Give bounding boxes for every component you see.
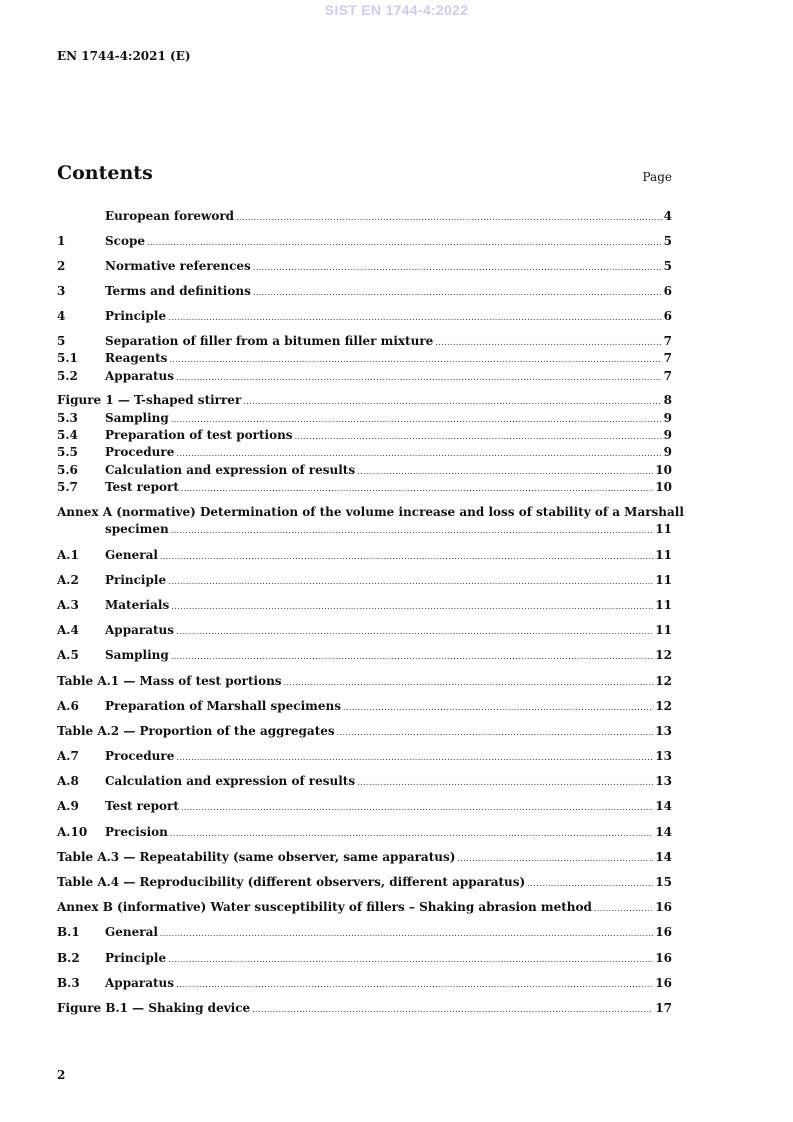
toc-entry[interactable]	[57, 479, 672, 496]
toc-entry[interactable]	[57, 208, 672, 225]
toc-leader-dots	[357, 463, 653, 480]
toc-label: Preparation of test portions	[105, 428, 293, 442]
toc-page: 11	[655, 573, 672, 587]
toc-entry[interactable]	[57, 849, 672, 866]
toc-leader-dots	[176, 749, 653, 766]
toc-label: General	[105, 925, 158, 939]
toc-entry[interactable]	[57, 547, 672, 564]
toc-entry[interactable]	[57, 258, 672, 275]
page-column-label: Page	[642, 170, 672, 184]
toc-number: 5.6	[57, 463, 78, 477]
toc-leader-dots	[457, 850, 653, 867]
toc-leader-dots	[160, 548, 653, 565]
toc-label: Calculation and expression of results	[105, 774, 356, 788]
toc-page: 16	[655, 976, 672, 990]
toc-label: Table A.2 — Proportion of the aggregates	[57, 724, 335, 738]
toc-leader-dots	[170, 825, 653, 842]
toc-number: 4	[57, 309, 66, 323]
toc-label: Preparation of Marshall specimens	[105, 699, 341, 713]
toc-page: 11	[655, 522, 672, 536]
toc-number: B.1	[57, 925, 80, 939]
toc-number: 5.4	[57, 428, 78, 442]
toc-entry[interactable]	[57, 899, 672, 916]
toc-page: 5	[663, 234, 672, 248]
toc-page: 13	[655, 774, 672, 788]
toc-label: Annex B (informative) Water susceptibility of fillers – Shaking abrasion method	[57, 900, 592, 914]
toc-label: Materials	[105, 598, 170, 612]
toc-page: 15	[655, 875, 672, 889]
toc-number: 5.1	[57, 351, 78, 365]
toc-entry[interactable]	[57, 333, 672, 350]
toc-label: Procedure	[105, 445, 175, 459]
toc-label: Sampling	[105, 648, 169, 662]
toc-number: A.3	[57, 598, 79, 612]
toc-leader-dots	[243, 393, 661, 410]
toc-leader-dots	[343, 699, 653, 716]
toc-page: 16	[655, 925, 672, 939]
toc-entry[interactable]	[57, 975, 672, 992]
toc-label: Procedure	[105, 749, 175, 763]
toc-leader-dots	[147, 234, 662, 251]
toc-number: A.1	[57, 548, 79, 562]
toc-page: 11	[655, 623, 672, 637]
toc-leader-dots	[168, 309, 662, 326]
toc-number: A.2	[57, 573, 79, 587]
toc-page: 14	[655, 799, 672, 813]
toc-label: Apparatus	[105, 623, 174, 637]
toc-page: 16	[655, 951, 672, 965]
toc-entry[interactable]	[57, 824, 672, 841]
toc-label: Table A.4 — Reproducibility (different observers, different apparatus)	[57, 875, 526, 889]
toc-label: Principle	[105, 573, 167, 587]
toc-page: 17	[655, 1001, 672, 1015]
toc-number: 5	[57, 334, 66, 348]
toc-number: 3	[57, 284, 66, 298]
toc-leader-dots	[169, 351, 661, 368]
toc-leader-dots	[176, 976, 653, 993]
toc-leader-dots	[176, 623, 653, 640]
toc-label: Test report	[105, 799, 179, 813]
toc-leader-dots	[181, 799, 653, 816]
toc-entry[interactable]	[57, 462, 672, 479]
toc-entry[interactable]	[57, 368, 672, 385]
toc-page: 10	[655, 463, 672, 477]
toc-label: Apparatus	[105, 976, 174, 990]
toc-leader-dots	[171, 648, 654, 665]
document-id: EN 1744-4:2021 (E)	[57, 49, 191, 63]
toc-number: A.8	[57, 774, 79, 788]
toc-leader-dots	[176, 369, 662, 386]
toc-entry[interactable]	[57, 597, 672, 614]
toc-label: Table A.1 — Mass of test portions	[57, 674, 282, 688]
toc-leader-dots	[181, 480, 653, 497]
toc-entry[interactable]	[57, 950, 672, 967]
toc-label: Principle	[105, 309, 167, 323]
toc-label: Principle	[105, 951, 167, 965]
toc-number: 1	[57, 234, 66, 248]
toc-number: A.9	[57, 799, 79, 813]
toc-entry[interactable]	[57, 572, 672, 589]
toc-entry[interactable]	[57, 283, 672, 300]
toc-page: 13	[655, 724, 672, 738]
toc-leader-dots	[527, 875, 653, 892]
toc-page: 11	[655, 548, 672, 562]
toc-leader-dots	[236, 209, 662, 226]
toc-entry[interactable]	[57, 647, 672, 664]
toc-page: 9	[663, 428, 672, 442]
toc-label: Test report	[105, 480, 179, 494]
toc-entry[interactable]	[57, 427, 672, 444]
toc-entry[interactable]	[57, 233, 672, 250]
toc-number: A.5	[57, 648, 79, 662]
toc-page: 12	[655, 674, 672, 688]
toc-number: 5.2	[57, 369, 78, 383]
toc-entry[interactable]	[57, 504, 684, 538]
toc-leader-dots	[252, 1001, 653, 1018]
toc-page: 7	[663, 351, 672, 365]
toc-entry[interactable]	[57, 874, 672, 891]
toc-number: 5.3	[57, 411, 78, 425]
toc-label: Apparatus	[105, 369, 174, 383]
toc-leader-dots	[357, 774, 653, 791]
toc-page: 9	[663, 411, 672, 425]
toc-leader-dots	[171, 598, 653, 615]
toc-leader-dots	[160, 925, 653, 942]
toc-leader-dots	[337, 724, 654, 741]
toc-label: Reagents	[105, 351, 168, 365]
toc-entry[interactable]	[57, 308, 672, 325]
toc-number: 5.5	[57, 445, 78, 459]
toc-leader-dots	[253, 259, 662, 276]
toc-label: Separation of filler from a bitumen filler mixture	[105, 334, 434, 348]
toc-page: 14	[655, 825, 672, 839]
toc-label: European foreword	[105, 209, 235, 223]
toc-page: 9	[663, 445, 672, 459]
toc-entry[interactable]	[57, 622, 672, 639]
toc-number: 5.7	[57, 480, 78, 494]
toc-number: A.10	[57, 825, 88, 839]
toc-label: Scope	[105, 234, 146, 248]
toc-page: 13	[655, 749, 672, 763]
toc-page: 14	[655, 850, 672, 864]
toc-leader-dots	[168, 951, 653, 968]
toc-leader-dots	[253, 284, 662, 301]
toc-entry[interactable]	[57, 392, 672, 409]
toc-page: 7	[663, 369, 672, 383]
toc-label: Normative references	[105, 259, 251, 273]
toc-entry[interactable]	[57, 748, 672, 765]
toc-label: Precision	[105, 825, 168, 839]
toc-page: 5	[663, 259, 672, 273]
toc-label: Table A.3 — Repeatability (same observer, same apparatus)	[57, 850, 456, 864]
toc-entry[interactable]	[57, 1000, 672, 1017]
toc-number: A.4	[57, 623, 79, 637]
toc-page: 6	[663, 309, 672, 323]
toc-leader-dots	[171, 411, 662, 428]
toc-entry[interactable]	[57, 723, 672, 740]
toc-label-continuation: specimen	[105, 522, 169, 536]
toc-number: B.3	[57, 976, 80, 990]
toc-label: Annex A (normative) Determination of the volume increase and loss of stability of a Marshall	[57, 505, 684, 519]
toc-number: 2	[57, 259, 66, 273]
toc-page: 8	[663, 393, 672, 407]
toc-number: A.6	[57, 699, 79, 713]
toc-leader-dots	[594, 900, 653, 917]
toc-entry[interactable]	[57, 350, 672, 367]
toc-leader-dots	[284, 674, 654, 691]
toc-page: 12	[655, 648, 672, 662]
toc-label: Sampling	[105, 411, 169, 425]
toc-leader-dots	[295, 428, 662, 445]
contents-title: Contents	[57, 162, 153, 184]
toc-page: 12	[655, 699, 672, 713]
toc-label: General	[105, 548, 158, 562]
toc-number: A.7	[57, 749, 79, 763]
toc-leader-dots	[435, 334, 661, 351]
toc-page: 7	[663, 334, 672, 348]
toc-page: 6	[663, 284, 672, 298]
toc-leader-dots	[168, 573, 653, 590]
watermark: SIST EN 1744-4:2022	[324, 2, 469, 18]
toc-entry[interactable]	[57, 673, 672, 690]
toc-label: Calculation and expression of results	[105, 463, 356, 477]
toc-label: Figure 1 — T-shaped stirrer	[57, 393, 242, 407]
toc-leader-dots	[176, 445, 661, 462]
toc-page: 4	[663, 209, 672, 223]
toc-entry[interactable]	[57, 410, 672, 427]
toc-entry[interactable]	[57, 773, 672, 790]
toc-label: Figure B.1 — Shaking device	[57, 1001, 251, 1015]
page-number: 2	[57, 1068, 66, 1082]
toc-page: 16	[655, 900, 672, 914]
toc-label: Terms and definitions	[105, 284, 251, 298]
toc-leader-dots	[171, 522, 654, 539]
toc-entry[interactable]	[57, 698, 672, 715]
toc-page: 11	[655, 598, 672, 612]
toc-entry[interactable]	[57, 798, 672, 815]
toc-entry[interactable]	[57, 444, 672, 461]
toc-page: 10	[655, 480, 672, 494]
toc-entry[interactable]	[57, 924, 672, 941]
toc-number: B.2	[57, 951, 80, 965]
